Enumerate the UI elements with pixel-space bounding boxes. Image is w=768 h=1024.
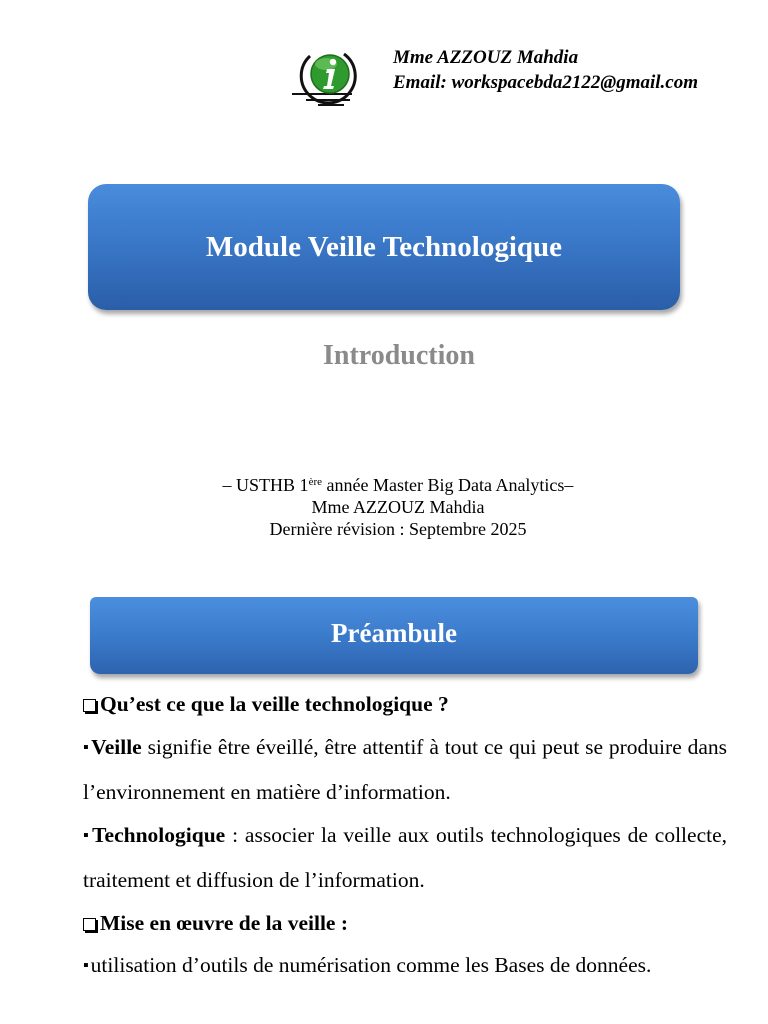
- course-line-sup: ère: [308, 476, 322, 488]
- term-technologique: Technologique: [92, 822, 226, 847]
- course-meta: [0, 474, 768, 540]
- info-logo: [286, 44, 368, 110]
- document-body: [83, 683, 727, 990]
- bullet-icon: ▪: [83, 738, 90, 756]
- paragraph-veille: [83, 726, 727, 814]
- term-veille: Veille: [91, 734, 142, 759]
- checkbox-bullet-icon: [83, 699, 96, 712]
- paragraph-technologique-text: : associer la veille aux outils technologiques de collecte, traitement et diffusion de l’information.: [83, 822, 728, 892]
- bullet-icon: ▪: [83, 826, 91, 844]
- revision-line: Dernière révision : Septembre 2025: [269, 519, 527, 539]
- question-heading: [83, 683, 727, 726]
- author-line: Mme AZZOUZ Mahdia: [311, 497, 485, 517]
- course-line-suffix: année Master Big Data Analytics–: [322, 475, 574, 495]
- author-email: Email: workspacebda2122@gmail.com: [393, 72, 699, 93]
- info-icon: [286, 44, 368, 110]
- course-line: [0, 474, 768, 496]
- paragraph-outils: [83, 944, 727, 990]
- bullet-icon: ▪: [83, 957, 89, 974]
- paragraph-veille-text: signifie être éveillé, être attentif à tout ce qui peut se produire dans l’environnement en matière d’information.: [83, 734, 727, 804]
- module-title-banner: [88, 184, 680, 310]
- author-name: Mme AZZOUZ Mahdia: [393, 47, 579, 68]
- checkbox-bullet-icon: [83, 918, 96, 931]
- implementation-heading: [83, 902, 727, 945]
- module-title: Module Veille Technologique: [205, 230, 563, 263]
- section-banner: [90, 597, 698, 674]
- implementation-text: Mise en œuvre de la veille :: [100, 910, 348, 935]
- paragraph-technologique: [83, 814, 727, 902]
- course-line-prefix: – USTHB 1: [222, 475, 309, 495]
- section-title: Préambule: [331, 618, 457, 648]
- paragraph-outils-text: utilisation d’outils de numérisation comme les Bases de données.: [90, 953, 652, 977]
- author-header: [393, 45, 763, 95]
- document-subtitle: Introduction: [323, 340, 475, 371]
- question-text: Qu’est ce que la veille technologique ?: [100, 692, 449, 716]
